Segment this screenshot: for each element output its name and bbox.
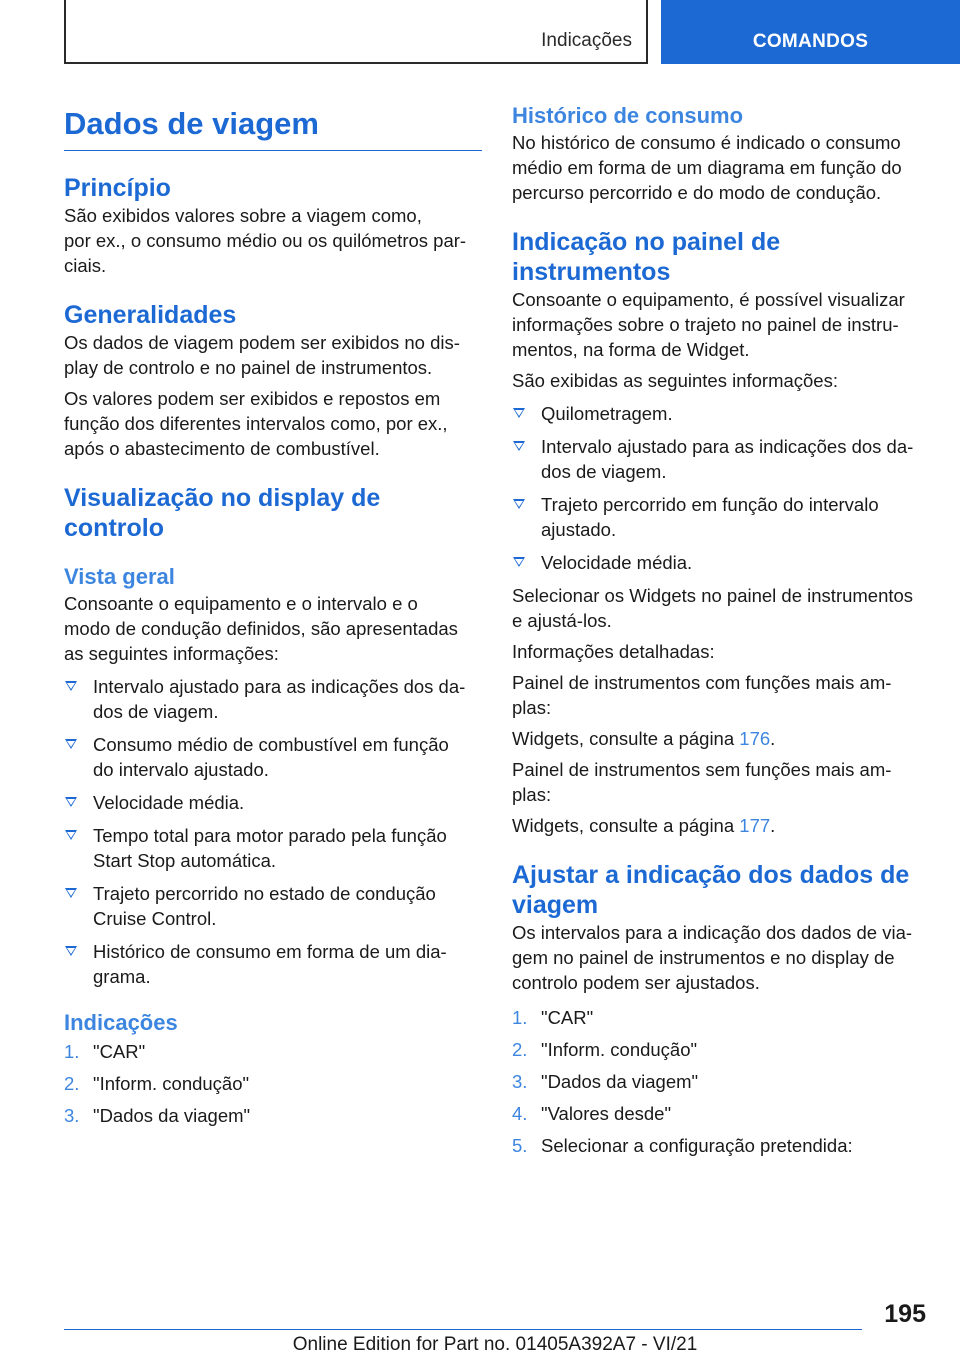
- triangle-bullet-icon: [65, 739, 77, 749]
- list-item: 3. "Dados da viagem": [64, 1105, 251, 1126]
- list-item: Consumo médio de combustível em função do intervalo ajustado.: [64, 732, 482, 782]
- triangle-bullet-icon: [513, 441, 525, 451]
- painel-list: [512, 401, 930, 575]
- heading-historico: Histórico de consumo: [512, 103, 744, 128]
- triangle-bullet-icon: [65, 830, 77, 840]
- ajustar-text: Os intervalos para a indicação dos dados de via- gem no painel de instrumentos e no display de controlo podem ser ajustados.: [512, 922, 913, 993]
- footer-divider: [64, 1329, 862, 1330]
- list-item: Quilometragem.: [512, 401, 930, 426]
- vista-geral-intro: Consoante o equipamento e o intervalo e o modo de condução definidos, são apresentadas as seguintes informações:: [64, 593, 458, 664]
- generalidades-text-1: Os dados de viagem podem ser exibidos no dis- play de controlo e no painel de instrumentos.: [64, 332, 460, 378]
- header-section-label: Indicações: [541, 30, 632, 51]
- triangle-bullet-icon: [65, 797, 77, 807]
- triangle-bullet-icon: [65, 946, 77, 956]
- vista-geral-list: [64, 674, 482, 989]
- list-item: 5. Selecionar a configuração pretendida:: [512, 1135, 853, 1156]
- list-item: 1. "CAR": [64, 1041, 146, 1062]
- footer-edition: Online Edition for Part no. 01405A392A7 - VI/21: [292, 1334, 698, 1355]
- ajustar-steps: [512, 1005, 930, 1158]
- right-column: [512, 100, 930, 1165]
- painel-text-5: Painel de instrumentos com funções mais am- plas:: [512, 672, 892, 718]
- list-item: Velocidade média.: [512, 550, 930, 575]
- list-item: 1. "CAR": [512, 1007, 594, 1028]
- left-column: [64, 100, 482, 1135]
- principio-text: São exibidos valores sobre a viagem como, por ex., o consumo médio ou os quilómetros par- ciais.: [64, 205, 467, 276]
- painel-text-3: Selecionar os Widgets no painel de instrumentos e ajustá-los.: [512, 585, 914, 631]
- generalidades-text-2: Os valores podem ser exibidos e repostos em função dos diferentes intervalos como, por ex., após o abastecimento de combustível.: [64, 388, 448, 459]
- list-item: Intervalo ajustado para as indicações dos da- dos de viagem.: [512, 434, 930, 484]
- list-item: 4. "Valores desde": [512, 1103, 672, 1124]
- triangle-bullet-icon: [65, 681, 77, 691]
- indicacoes-steps: [64, 1039, 482, 1128]
- list-item: 2. "Inform. condução": [64, 1073, 250, 1094]
- list-item: Tempo total para motor parado pela função Start Stop automática.: [64, 823, 482, 873]
- header-chapter-label: COMANDOS: [752, 31, 869, 52]
- heading-principio: Princípio: [64, 174, 171, 202]
- list-item: 2. "Inform. condução": [512, 1039, 698, 1060]
- widgets-reference-1: Widgets, consulte a página 176.: [512, 728, 776, 749]
- painel-text-4: Informações detalhadas:: [512, 641, 715, 662]
- page-title: Dados de viagem: [64, 100, 482, 151]
- header-chapter-tab: [661, 0, 960, 64]
- painel-text-6: Painel de instrumentos sem funções mais am- plas:: [512, 759, 892, 805]
- list-item: Trajeto percorrido no estado de condução Cruise Control.: [64, 881, 482, 931]
- header-section-tab: [64, 0, 648, 64]
- list-item: Velocidade média.: [64, 790, 482, 815]
- page-number: 195: [884, 1300, 926, 1328]
- triangle-bullet-icon: [513, 408, 525, 418]
- heading-vista-geral: Vista geral: [64, 564, 175, 589]
- heading-visualizacao: Visualização no display de controlo: [64, 484, 381, 542]
- page-link-177[interactable]: 177: [739, 815, 771, 836]
- painel-text-1: Consoante o equipamento, é possível visualizar informações sobre o trajeto no painel de instru- mentos, na forma de Widget.: [512, 289, 905, 360]
- historico-text: No histórico de consumo é indicado o consumo médio em forma de um diagrama em função do percurso percorrido e do modo de condução.: [512, 132, 902, 203]
- page-link-176[interactable]: 176: [739, 728, 771, 749]
- triangle-bullet-icon: [513, 499, 525, 509]
- painel-text-2: São exibidas as seguintes informações:: [512, 370, 838, 391]
- heading-painel: Indicação no painel de instrumentos: [512, 228, 781, 286]
- list-item: 3. "Dados da viagem": [512, 1071, 699, 1092]
- list-item: Intervalo ajustado para as indicações dos da- dos de viagem.: [64, 674, 482, 724]
- heading-indicacoes: Indicações: [64, 1010, 178, 1035]
- triangle-bullet-icon: [65, 888, 77, 898]
- heading-generalidades: Generalidades: [64, 301, 237, 329]
- heading-ajustar: Ajustar a indicação dos dados de viagem: [512, 861, 910, 919]
- list-item: Trajeto percorrido em função do intervalo ajustado.: [512, 492, 930, 542]
- list-item: Histórico de consumo em forma de um dia- grama.: [64, 939, 482, 989]
- widgets-reference-2: Widgets, consulte a página 177.: [512, 815, 776, 836]
- triangle-bullet-icon: [513, 557, 525, 567]
